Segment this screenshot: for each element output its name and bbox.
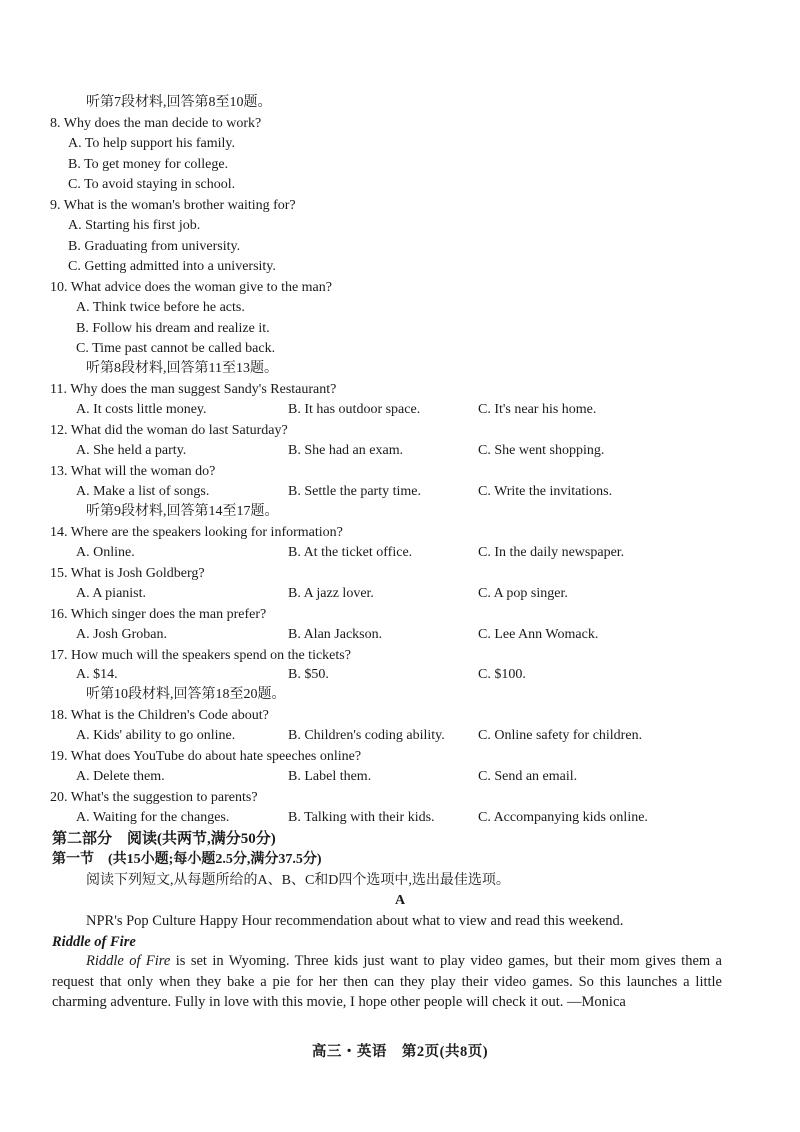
passage-letter: A bbox=[394, 893, 406, 908]
option-13c: C. Write the invitations. bbox=[478, 484, 613, 499]
option-20b: B. Talking with their kids. bbox=[288, 810, 435, 825]
option-13a: A. Make a list of songs. bbox=[76, 484, 210, 499]
option-9a: A. Starting his first job. bbox=[68, 218, 201, 233]
option-13b: B. Settle the party time. bbox=[288, 484, 421, 499]
option-12c: C. She went shopping. bbox=[478, 443, 605, 458]
option-14b: B. At the ticket office. bbox=[288, 545, 413, 560]
option-18c: C. Online safety for children. bbox=[478, 728, 643, 743]
option-17c: C. $100. bbox=[478, 667, 526, 682]
question-10: 10. What advice does the woman give to the man? bbox=[50, 280, 332, 295]
option-11b: B. It has outdoor space. bbox=[288, 402, 421, 417]
question-19: 19. What does YouTube do about hate speeches online? bbox=[50, 749, 362, 764]
passage-intro: NPR's Pop Culture Happy Hour recommendation about what to view and read this weekend. bbox=[86, 913, 624, 929]
movie-review-paragraph bbox=[52, 951, 722, 1013]
question-18: 18. What is the Children's Code about? bbox=[50, 708, 269, 723]
option-9c: C. Getting admitted into a university. bbox=[68, 259, 276, 274]
option-19b: B. Label them. bbox=[288, 769, 372, 784]
option-12a: A. She held a party. bbox=[76, 443, 187, 458]
question-17: 17. How much will the speakers spend on the tickets? bbox=[50, 648, 351, 663]
option-19a: A. Delete them. bbox=[76, 769, 165, 784]
review-movie-title: Riddle of Fire bbox=[86, 953, 171, 969]
option-15c: C. A pop singer. bbox=[478, 586, 568, 601]
option-8c: C. To avoid staying in school. bbox=[68, 177, 236, 192]
option-20c: C. Accompanying kids online. bbox=[478, 810, 648, 825]
question-15: 15. What is Josh Goldberg? bbox=[50, 566, 205, 581]
option-15b: B. A jazz lover. bbox=[288, 586, 374, 601]
option-16c: C. Lee Ann Womack. bbox=[478, 627, 599, 642]
question-11: 11. Why does the man suggest Sandy's Restaurant? bbox=[50, 382, 337, 397]
option-11c: C. It's near his home. bbox=[478, 402, 597, 417]
option-18b: B. Children's coding ability. bbox=[288, 728, 445, 743]
option-18a: A. Kids' ability to go online. bbox=[76, 728, 236, 743]
option-16a: A. Josh Groban. bbox=[76, 627, 167, 642]
item-title: Riddle of Fire bbox=[52, 934, 136, 950]
option-17b: B. $50. bbox=[288, 667, 329, 682]
option-9b: B. Graduating from university. bbox=[68, 239, 241, 254]
question-16: 16. Which singer does the man prefer? bbox=[50, 607, 267, 622]
option-15a: A. A pianist. bbox=[76, 586, 147, 601]
option-20a: A. Waiting for the changes. bbox=[76, 810, 230, 825]
option-14c: C. In the daily newspaper. bbox=[478, 545, 625, 560]
option-11a: A. It costs little money. bbox=[76, 402, 207, 417]
question-9: 9. What is the woman's brother waiting for? bbox=[50, 198, 296, 213]
option-10a: A. Think twice before he acts. bbox=[76, 300, 245, 315]
section-instruction-8: 听第8段材料,回答第11至13题。 bbox=[86, 361, 278, 376]
page-footer: 高三・英语 第2页(共8页) bbox=[311, 1044, 489, 1060]
question-8: 8. Why does the man decide to work? bbox=[50, 116, 262, 131]
option-8b: B. To get money for college. bbox=[68, 157, 229, 172]
option-17a: A. $14. bbox=[76, 667, 118, 682]
option-14a: A. Online. bbox=[76, 545, 135, 560]
section-instruction-10: 听第10段材料,回答第18至20题。 bbox=[86, 687, 286, 702]
reading-instruction: 阅读下列短文,从每题所给的A、B、C和D四个选项中,选出最佳选项。 bbox=[86, 873, 510, 888]
section-instruction-7: 听第7段材料,回答第8至10题。 bbox=[86, 95, 272, 110]
question-13: 13. What will the woman do? bbox=[50, 464, 216, 479]
option-10b: B. Follow his dream and realize it. bbox=[76, 321, 270, 336]
option-16b: B. Alan Jackson. bbox=[288, 627, 383, 642]
question-20: 20. What's the suggestion to parents? bbox=[50, 790, 258, 805]
option-8a: A. To help support his family. bbox=[68, 136, 236, 151]
option-12b: B. She had an exam. bbox=[288, 443, 404, 458]
section-one-heading: 第一节 (共15小题;每小题2.5分,满分37.5分) bbox=[52, 852, 322, 867]
review-body: is set in Wyoming. Three kids just want to play video games, but their mom gives them a request that only when they bake a pie for her then can they play their video games. So this launches a little charming adventure. Fully in love with this movie, I hope other people will check it out. —Monica bbox=[52, 953, 722, 1010]
part-two-heading: 第二部分 阅读(共两节,满分50分) bbox=[52, 831, 276, 847]
question-14: 14. Where are the speakers looking for information? bbox=[50, 525, 343, 540]
option-19c: C. Send an email. bbox=[478, 769, 578, 784]
question-12: 12. What did the woman do last Saturday? bbox=[50, 423, 288, 438]
option-10c: C. Time past cannot be called back. bbox=[76, 341, 276, 356]
section-instruction-9: 听第9段材料,回答第14至17题。 bbox=[86, 504, 279, 519]
